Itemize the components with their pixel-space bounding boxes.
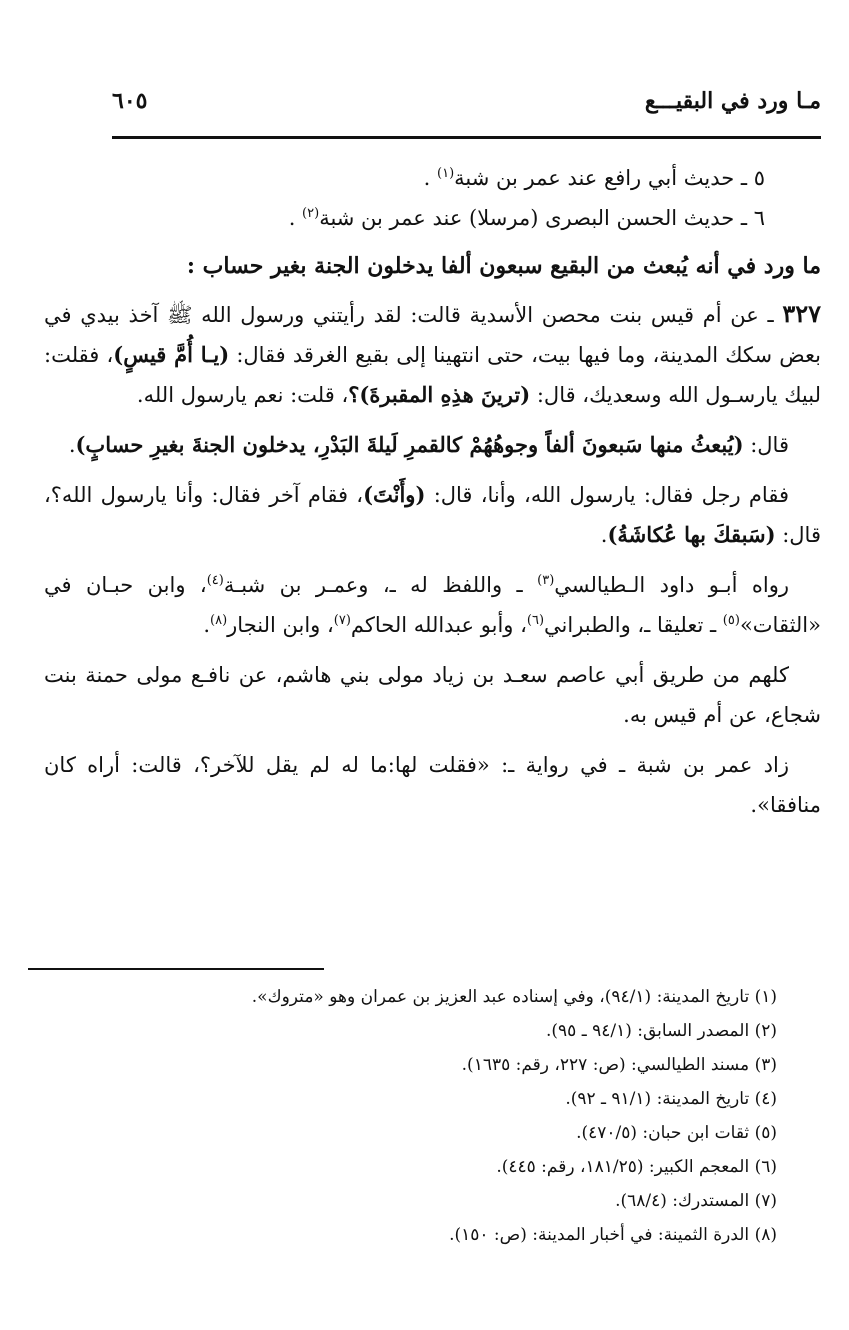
footnote-text: المستدرك: (٦٨/٤).	[615, 1191, 750, 1211]
page-number: ٦٠٥	[112, 88, 148, 114]
addition-paragraph: زاد عمر بن شبة ـ في رواية ـ: «فقلت لها:ما له لم يقل للآخر؟، قالت: أراه كان منافقا».	[44, 753, 821, 817]
quote: (يـا أُمَّ قيسٍ)	[113, 342, 230, 367]
footnote-number: (٧)	[754, 1191, 777, 1211]
sources-text: ، وأبو عبدالله الحاكم	[350, 613, 527, 637]
footnote-marker: (٢)	[302, 206, 320, 221]
footnote-text: الدرة الثمينة: في أخبار المدينة: (ص: ١٥٠).	[449, 1225, 750, 1245]
hadith-number: ٣٢٧	[782, 299, 821, 328]
footnote-marker: (٦)	[526, 613, 545, 628]
footnotes	[28, 980, 777, 1252]
hadith-text: ، فقلت: لبيك يارسـول الله وسعديك، قال:	[44, 343, 821, 407]
footnote-number: (٦)	[754, 1157, 777, 1177]
footnote	[28, 1014, 777, 1048]
footnote-marker: (٨)	[210, 613, 228, 628]
sources-text: .	[203, 613, 211, 637]
sources-text: ، وابن النجار	[227, 613, 334, 637]
hadith-text: .	[600, 523, 608, 547]
quote: (سَبقكَ بها عُكاشَةُ)	[607, 522, 776, 547]
quote: (وأَنْتَ)	[363, 482, 426, 507]
footnote	[28, 980, 777, 1014]
running-title: مـا ورد في البقيـــع	[644, 88, 821, 114]
hadith-text: ، قلت: نعم يارسول الله.	[136, 383, 349, 407]
footnote-number: (٥)	[754, 1123, 777, 1143]
hadith-text: .	[68, 433, 76, 457]
sources-text: ، وابن حبـان في «الثقات»	[44, 573, 821, 637]
footnote-marker: (١)	[437, 166, 455, 181]
chain-paragraph: كلهم من طريق أبي عاصم سعـد بن زياد مولى بني هاشم، عن نافـع مولى حمنة بنت شجاع، عن أم قيس به.	[44, 663, 821, 727]
hadith-paragraph	[44, 294, 821, 415]
footnote-marker: (٤)	[206, 573, 224, 588]
list-item-end: .	[288, 206, 303, 230]
section-heading: ما ورد في أنه يُبعث من البقيع سبعون ألفا يدخلون الجنة بغير حساب :	[186, 253, 821, 279]
footnote	[28, 1184, 777, 1218]
list-item-text: ٥ ـ حديث أبي رافع عند عمر بن شبة	[454, 166, 765, 190]
header-rule	[112, 136, 821, 139]
footnote-marker: (٥)	[722, 613, 740, 628]
page-body	[44, 158, 821, 835]
footnote-number: (٢)	[754, 1021, 777, 1041]
footnote-rule	[28, 968, 324, 970]
sources-text: ـ تعليقا ـ، والطبراني	[544, 613, 723, 637]
footnote	[28, 1048, 777, 1082]
footnote-number: (٤)	[754, 1089, 777, 1109]
hadith-text: قال:	[750, 433, 789, 457]
list-item-end: .	[423, 166, 437, 190]
footnote	[28, 1218, 777, 1252]
footnote-text: مسند الطيالسي: (ص: ٢٢٧، رقم: ١٦٣٥).	[461, 1055, 750, 1075]
footnote-number: (٨)	[754, 1225, 777, 1245]
footnote-text: المصدر السابق: (٩٤/١ ـ ٩٥).	[546, 1021, 750, 1041]
footnote	[28, 1116, 777, 1150]
footnote-marker: (٧)	[333, 613, 351, 628]
sources-paragraph	[44, 565, 821, 645]
hadith-text: ، فقام آخر فقال: وأنا يارسول الله؟، قال:	[44, 483, 821, 547]
hadith-paragraph	[44, 475, 821, 555]
footnote-text: تاريخ المدينة: (٩٤/١)، وفي إسناده عبد العزيز بن عمران وهو «متروك».	[251, 987, 750, 1007]
list-item	[44, 198, 821, 238]
running-head	[112, 84, 821, 124]
quote: (يُبعثُ منها سَبعونَ ألفاً وجوهُهُمْ كالقمرِ لَيلةَ البَدْرِ، يدخلون الجنةَ بغيرِ حسابٍ)	[75, 432, 744, 457]
hadith-paragraph	[44, 425, 821, 465]
footnote	[28, 1150, 777, 1184]
sources-text: رواه أبـو داود الـطيالسي	[554, 573, 789, 597]
footnote-number: (٣)	[754, 1055, 777, 1075]
footnote-marker: (٣)	[537, 573, 555, 588]
sources-text: ـ واللفظ له ـ، وعمـر بن شبـة	[223, 573, 538, 597]
footnote-number: (١)	[754, 987, 777, 1007]
hadith-text: فقام رجل فقال: يارسول الله، وأنا، قال:	[433, 483, 789, 507]
hadith-text: ـ عن أم قيس بنت محصن الأسدية قالت: لقد رأيتني ورسول الله ﷺ آخذ بيدي في بعض سكك المدينة، وما فيها بيت، حتى انتهينا إلى بقيع الغرقد فقال:	[44, 303, 821, 367]
list-item-text: ٦ ـ حديث الحسن البصرى (مرسلا) عند عمر بن شبة	[319, 206, 765, 230]
quote: (ترينَ هذِهِ المقبرةَ)؟	[348, 382, 531, 407]
list-item	[44, 158, 821, 198]
footnote-text: المعجم الكبير: (١٨١/٢٥، رقم: ٤٤٥).	[496, 1157, 750, 1177]
footnote	[28, 1082, 777, 1116]
footnote-text: تاريخ المدينة: (٩١/١ ـ ٩٢).	[565, 1089, 750, 1109]
footnote-text: ثقات ابن حبان: (٤٧٠/٥).	[576, 1123, 750, 1143]
